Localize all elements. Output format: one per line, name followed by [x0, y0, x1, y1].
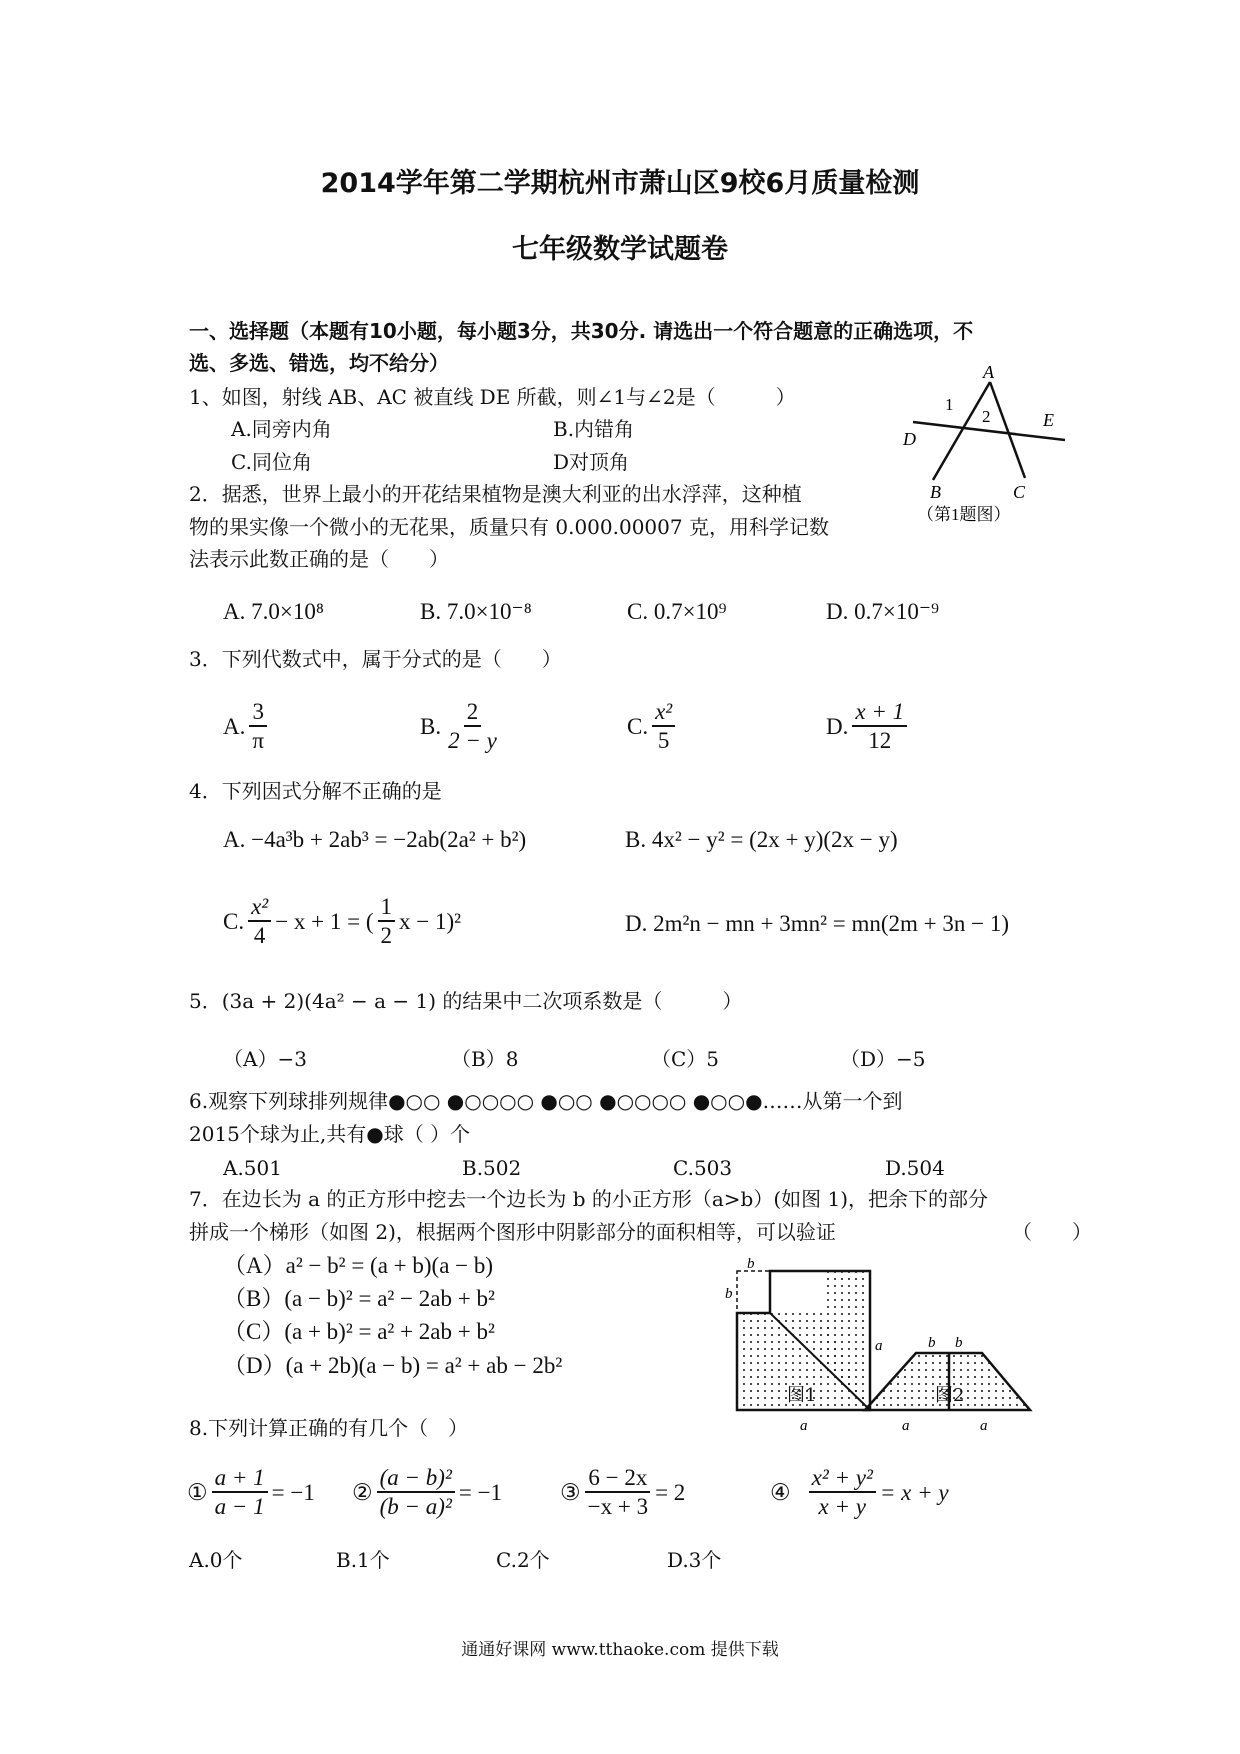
rhs: = x + y [879, 1479, 949, 1505]
q1-option-c: C.同位角 [231, 450, 312, 474]
item-mark: ④ [770, 1479, 791, 1505]
fig2-caption: 图2 [935, 1385, 965, 1406]
denominator: 5 [657, 728, 670, 753]
q5-option-b: （B）8 [451, 1047, 519, 1071]
numerator: (a − b)² [377, 1466, 455, 1493]
question-5: 5．(3a + 2)(4a² − a − 1) 的结果中二次项系数是（ ） [189, 989, 743, 1013]
point-d-label: D [903, 429, 916, 449]
denominator: x + y [818, 1494, 866, 1519]
denominator: 12 [868, 728, 892, 753]
q7-option-c: （C）(a + b)² = a² + 2ab + b² [223, 1319, 495, 1344]
q3-option-c [627, 700, 679, 752]
option-label: C. [627, 713, 649, 739]
fig1-a-bottom: a [800, 1418, 808, 1434]
q2-option-c: C. 0.7×10⁹ [627, 599, 727, 624]
q1-option-a: A.同旁内角 [231, 417, 332, 441]
option-label: B. [420, 713, 442, 739]
numerator: 2 [464, 700, 482, 727]
numerator: x² [652, 700, 675, 727]
option-label: A. [223, 713, 246, 739]
question-8: 8.下列计算正确的有几个（ ） [189, 1416, 469, 1440]
q1-option-d: D对顶角 [553, 450, 630, 474]
q1-figure-caption: （第1题图） [917, 505, 1011, 524]
question-7-line2: 拼成一个梯形（如图 2)，根据两个图形中阴影部分的面积相等，可以验证 [189, 1220, 836, 1244]
question-2-line2: 物的果实像一个微小的无花果，质量只有 0.000.00007 克，用科学记数 [189, 515, 829, 539]
fig2-a2: a [980, 1418, 988, 1434]
question-4: 4．下列因式分解不正确的是 [189, 779, 442, 803]
denominator: (b − a)² [379, 1494, 452, 1519]
denominator: 2 − y [448, 728, 497, 753]
numerator: 3 [249, 700, 267, 727]
numerator: a + 1 [212, 1466, 268, 1493]
q8-item-1 [187, 1466, 315, 1518]
q6-option-b: B.502 [462, 1156, 522, 1180]
question-2-line3: 法表示此数正确的是（ ） [189, 547, 449, 571]
section-header: 一、选择题（本题有10小题，每小题3分，共30分. 请选出一个符合题意的正确选项，不 [189, 319, 974, 343]
numerator: 6 − 2x [585, 1466, 650, 1493]
q8-item-4 [770, 1466, 949, 1518]
exam-title: 2014学年第二学期杭州市萧山区9校6月质量检测 [320, 168, 920, 199]
rhs: = 2 [655, 1479, 686, 1505]
q2-option-a: A. 7.0×10⁸ [223, 599, 324, 624]
q3-option-b [420, 700, 504, 752]
option-label: C. [223, 908, 245, 934]
q5-option-a: （A）−3 [223, 1047, 307, 1071]
expression: x − 1)² [399, 908, 462, 934]
point-c-label: C [1013, 482, 1026, 502]
q8-item-2 [352, 1466, 502, 1518]
q4-option-c [223, 895, 461, 947]
q4-option-b: B. 4x² − y² = (2x + y)(2x − y) [625, 827, 898, 852]
expression: − x + 1 = ( [275, 908, 374, 934]
fig1-caption: 图1 [787, 1385, 817, 1406]
exam-subtitle: 七年级数学试题卷 [512, 234, 728, 265]
q6-option-d: D.504 [885, 1156, 945, 1180]
option-label: D. [826, 713, 849, 739]
numerator: 1 [378, 895, 396, 922]
q8-option-d: D.3个 [667, 1548, 722, 1572]
q7-option-b: （B）(a − b)² = a² − 2ab + b² [223, 1286, 495, 1311]
q2-option-d: D. 0.7×10⁻⁹ [826, 599, 939, 624]
question-7: 7．在边长为 a 的正方形中挖去一个边长为 b 的小正方形（a>b）(如图 1)，把余下的部分 [189, 1187, 989, 1211]
numerator: x² [248, 895, 271, 922]
q2-option-b: B. 7.0×10⁻⁸ [420, 599, 532, 624]
q4-option-d: D. 2m²n − mn + 3mn² = mn(2m + 3n − 1) [625, 911, 1010, 936]
denominator: π [252, 728, 264, 753]
fig1-b-top: b [747, 1256, 755, 1272]
fig2-b2: b [955, 1335, 963, 1351]
point-e-label: E [1043, 410, 1054, 430]
q8-option-b: B.1个 [336, 1548, 390, 1572]
fig2-a1: a [902, 1418, 910, 1434]
q7-option-a: （A）a² − b² = (a + b)(a − b) [223, 1253, 494, 1278]
numerator: x² + y² [809, 1466, 876, 1493]
q3-option-d [826, 700, 911, 752]
section-header-cont: 选、多选、错选，均不给分） [189, 351, 449, 375]
item-mark: ② [352, 1479, 373, 1505]
angle-2-label: 2 [982, 407, 991, 426]
q7-option-d: （D）(a + 2b)(a − b) = a² + ab − 2b² [223, 1353, 563, 1378]
point-b-label: B [930, 482, 941, 502]
item-mark: ① [187, 1479, 208, 1505]
q1-figure [895, 360, 1075, 524]
q5-option-c: （C）5 [651, 1047, 720, 1071]
question-3: 3．下列代数式中，属于分式的是（ ） [189, 647, 562, 671]
q4-option-a: A. −4a³b + 2ab³ = −2ab(2a² + b²) [223, 827, 527, 852]
point-a-label: A [983, 362, 994, 382]
q6-option-c: C.503 [673, 1156, 733, 1180]
q8-option-c: C.2个 [496, 1548, 550, 1572]
q1-option-b: B.内错角 [553, 417, 635, 441]
q8-item-3 [560, 1466, 685, 1518]
denominator: −x + 3 [587, 1494, 649, 1519]
rhs: = −1 [271, 1479, 315, 1505]
q6-option-a: A.501 [223, 1156, 282, 1180]
fig1-b-left: b [725, 1286, 733, 1302]
rhs: = −1 [458, 1479, 503, 1505]
fig2-b1: b [928, 1335, 936, 1351]
footer-source: 通通好课网 www.tthaoke.com 提供下载 [461, 1640, 779, 1660]
denominator: 2 [380, 923, 393, 948]
question-6-line2: 2015个球为止,共有●球（ ）个 [189, 1122, 471, 1146]
question-2: 2．据悉，世界上最小的开花结果植物是澳大利亚的出水浮萍，这种植 [189, 482, 802, 506]
question-6: 6.观察下列球排列规律●○○ ●○○○○ ●○○ ●○○○○ ●○○●……从第一个到 [189, 1089, 903, 1113]
fig1-a-right: a [875, 1338, 883, 1354]
item-mark: ③ [560, 1479, 581, 1505]
q8-option-a: A.0个 [189, 1548, 243, 1572]
question-1: 1、如图，射线 AB、AC 被直线 DE 所截，则∠1与∠2是（ ） [189, 385, 796, 409]
denominator: 4 [253, 923, 266, 948]
q3-option-a [223, 700, 271, 752]
denominator: a − 1 [214, 1494, 265, 1519]
angle-1-label: 1 [945, 395, 954, 414]
q7-answer-paren: （ ） [1012, 1220, 1092, 1244]
q7-figures [720, 1255, 1060, 1434]
q5-option-d: （D）−5 [840, 1047, 926, 1071]
numerator: x + 1 [852, 700, 907, 727]
